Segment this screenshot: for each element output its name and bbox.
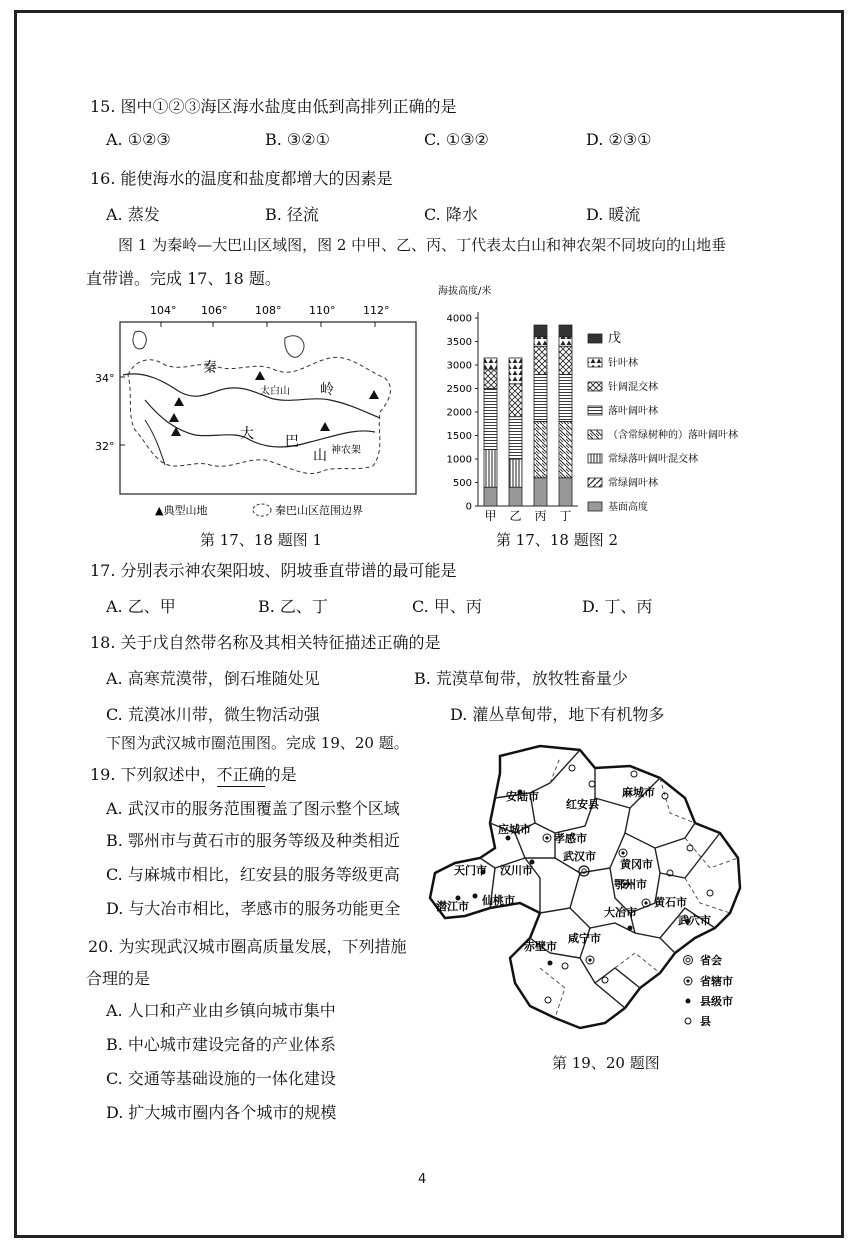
q16-stem: 16. 能使海水的温度和盐度都增大的因素是	[90, 169, 393, 188]
bar-segment	[534, 374, 547, 421]
q19-option-b[interactable]: B. 鄂州市与黄石市的服务等级及种类相近	[106, 831, 400, 850]
legend-boundary-symbol	[253, 504, 271, 516]
y-tick-label: 2500	[446, 384, 472, 395]
legend-boundary: 秦巴山区范围边界	[275, 504, 363, 517]
figure1-map	[95, 300, 430, 525]
bar-segment	[559, 374, 572, 421]
bar-segment	[559, 478, 572, 506]
legend-entry: 常绿落叶阔叶混交林	[608, 454, 698, 465]
bar-segment	[509, 417, 522, 459]
q16-option-b[interactable]: B. 径流	[265, 205, 319, 224]
shennongjia-marker	[320, 422, 330, 431]
city-xiaogan: 孝感市	[554, 832, 587, 845]
taibaishan-marker	[255, 371, 265, 380]
q18-option-a[interactable]: A. 高寒荒漠带，倒石堆随处见	[106, 669, 320, 688]
lon-label-108: 108°	[255, 304, 282, 317]
bar-segment	[534, 337, 547, 346]
city-tianmen: 天门市	[454, 864, 487, 877]
lon-label-110: 110°	[309, 304, 336, 317]
intro-19-20: 下图为武汉城市圈范围图。完成 19、20 题。	[106, 734, 409, 752]
city-hanchuan: 汉川市	[500, 864, 533, 877]
coast-river-1	[133, 331, 146, 349]
bar-segment	[484, 370, 497, 389]
q19-emphasis: 不正确	[216, 765, 265, 784]
figure2-caption: 第 17、18 题图 2	[496, 531, 619, 549]
city-wuhan: 武汉市	[563, 850, 596, 863]
q16-option-c[interactable]: C. 降水	[424, 205, 478, 224]
city-yingcheng: 应城市	[498, 823, 531, 836]
mountain-marker-east	[369, 390, 379, 399]
fig3-legend	[684, 953, 734, 1028]
legend-entry: 针阔混交林	[608, 382, 658, 393]
legend-entry: 落叶阔叶林	[608, 406, 658, 417]
bar-segment	[509, 487, 522, 506]
legend-entry: 针叶林	[608, 358, 638, 369]
label-shan: 山	[313, 448, 327, 464]
city-wuxue: 武穴市	[678, 914, 711, 927]
city-hongan: 红安县	[566, 798, 599, 811]
mountain-marker-2	[169, 413, 179, 422]
city-xianning: 咸宁市	[568, 932, 601, 945]
y-tick-label: 1000	[446, 454, 472, 466]
bar-segment	[484, 389, 497, 450]
figure3-caption: 第 19、20 题图	[552, 1054, 660, 1072]
legend-swatch	[588, 454, 602, 463]
lon-label-104: 104°	[150, 304, 177, 317]
intro-17-18-line1: 图 1 为秦岭—大巴山区域图，图 2 中甲、乙、丙、丁代表太白山和神农架不同坡向的山地垂	[118, 236, 727, 254]
city-huangshi: 黄石市	[654, 896, 687, 909]
legend-swatch	[588, 430, 602, 439]
y-tick-label: 0	[465, 501, 472, 513]
bar-segment	[559, 421, 572, 477]
bar-segment	[509, 358, 522, 384]
q18-option-d[interactable]: D. 灌丛草甸带，地下有机物多	[450, 705, 665, 724]
label-ba: 巴	[285, 434, 299, 450]
q15-option-b[interactable]: B. ③②①	[265, 130, 330, 149]
q17-option-a[interactable]: A. 乙、甲	[106, 597, 176, 616]
legend-entry: （含常绿树种的）落叶阔叶林	[608, 430, 738, 441]
legend-prefecture-city: 省辖市	[700, 975, 733, 988]
q18-option-b[interactable]: B. 荒漠草甸带，放牧牲畜量少	[414, 669, 628, 688]
q16-option-d[interactable]: D. 暖流	[586, 205, 641, 224]
figure1-caption: 第 17、18 题图 1	[200, 531, 323, 549]
y-tick-label: 3000	[446, 360, 472, 372]
chart-ylabel: 海拔高度/米	[438, 286, 492, 297]
x-category-label: 乙	[509, 509, 522, 523]
bar-segment	[534, 346, 547, 374]
legend-capital: 省会	[700, 954, 722, 967]
y-tick-label: 2000	[446, 407, 472, 419]
legend-county-city: 县级市	[700, 995, 733, 1008]
label-da: 大	[240, 426, 254, 442]
intro-17-18-line2: 直带谱。完成 17、18 题。	[86, 269, 281, 288]
page-number: 4	[418, 1172, 427, 1187]
legend-swatch	[588, 382, 602, 391]
y-tick-label: 4000	[446, 313, 472, 325]
q17-option-b[interactable]: B. 乙、丁	[258, 597, 328, 616]
city-circle-outline	[430, 746, 740, 1028]
hanjiang-river	[145, 400, 375, 447]
bar-segment	[484, 487, 497, 506]
q20-option-d[interactable]: D. 扩大城市圈内各个城市的规模	[106, 1103, 337, 1122]
city-xiantao: 仙桃市	[482, 894, 515, 907]
q17-stem: 17. 分别表示神农架阳坡、阴坡垂直带谱的最可能是	[90, 561, 457, 580]
label-shennongjia: 神农架	[331, 445, 361, 456]
q15-option-d[interactable]: D. ②③①	[586, 130, 652, 149]
city-ezhou: 鄂州市	[614, 878, 647, 891]
bar-segment	[509, 459, 522, 487]
city-daye: 大冶市	[604, 906, 637, 919]
legend-entry: 戊	[608, 331, 622, 346]
legend-county: 县	[700, 1015, 711, 1028]
legend-swatch	[588, 406, 602, 415]
map-frame	[120, 322, 416, 494]
legend-swatch	[588, 334, 602, 343]
q17-option-d[interactable]: D. 丁、丙	[582, 597, 653, 616]
lat-label-32: 32°	[95, 440, 115, 453]
q19-stem: 19. 下列叙述中，不正确的是	[90, 765, 297, 784]
legend-swatch	[588, 358, 602, 367]
bar-segment	[484, 358, 497, 370]
legend-entry: 基面高度	[608, 502, 648, 513]
legend-swatch	[588, 478, 602, 487]
bar-segment	[484, 450, 497, 488]
city-qianjiang: 潜江市	[436, 900, 469, 913]
legend-swatch	[588, 502, 602, 511]
river-shape-2	[285, 336, 304, 358]
x-category-label: 丁	[559, 509, 572, 523]
q20-stem-line2: 合理的是	[86, 969, 151, 988]
lon-label-112: 112°	[363, 304, 390, 317]
q20-option-c[interactable]: C. 交通等基础设施的一体化建设	[106, 1069, 336, 1088]
lat-label-34: 34°	[95, 372, 115, 385]
q19-option-d[interactable]: D. 与大冶市相比，孝感市的服务功能更全	[106, 899, 401, 918]
jialing-river	[145, 420, 165, 465]
weihe-river	[123, 374, 380, 418]
x-category-label: 甲	[484, 509, 497, 523]
q16-option-a[interactable]: A. 蒸发	[106, 205, 160, 224]
label-taibaishan: 太白山	[260, 386, 290, 397]
q18-option-c[interactable]: C. 荒漠冰川带，微生物活动强	[106, 705, 320, 724]
y-tick-label: 3500	[446, 337, 472, 348]
legend-entry: 常绿阔叶林	[608, 478, 658, 489]
y-tick-label: 1500	[446, 431, 472, 442]
y-tick-label: 500	[452, 478, 472, 489]
bar-segment	[534, 478, 547, 506]
legend-typical-mountain: ▲典型山地	[155, 504, 208, 517]
q19-option-c[interactable]: C. 与麻城市相比，红安县的服务等级更高	[106, 865, 400, 884]
city-chibi: 赤壁市	[524, 940, 557, 953]
bar-segment	[509, 384, 522, 417]
label-qin: 秦	[203, 360, 217, 376]
bar-segment	[559, 325, 572, 337]
q17-option-c[interactable]: C. 甲、丙	[412, 597, 482, 616]
figure2-chart	[428, 280, 758, 528]
q15-option-c[interactable]: C. ①③②	[424, 130, 489, 149]
label-ling: 岭	[320, 382, 334, 398]
figure3-map	[420, 738, 765, 1043]
city-macheng: 麻城市	[622, 786, 655, 799]
mountain-marker-3	[171, 427, 181, 436]
q15-stem: 15. 图中①②③海区海水盐度由低到高排列正确的是	[90, 97, 457, 116]
q15-option-a[interactable]: A. ①②③	[106, 130, 171, 149]
q20-stem-line1: 20. 为实现武汉城市圈高质量发展，下列措施	[88, 937, 407, 956]
bar-segment	[534, 325, 547, 337]
q20-option-a[interactable]: A. 人口和产业由乡镇向城市集中	[106, 1001, 336, 1020]
bar-segment	[559, 337, 572, 346]
city-anlu: 安陆市	[506, 790, 539, 803]
mountain-marker-1	[174, 397, 184, 406]
q19-option-a[interactable]: A. 武汉市的服务范围覆盖了图示整个区域	[106, 799, 400, 818]
city-huanggang: 黄冈市	[620, 858, 653, 871]
bar-segment	[534, 421, 547, 477]
q18-stem: 18. 关于戊自然带名称及其相关特征描述正确的是	[90, 633, 441, 652]
x-category-label: 丙	[534, 509, 547, 523]
lon-label-106: 106°	[201, 304, 228, 317]
q20-option-b[interactable]: B. 中心城市建设完备的产业体系	[106, 1035, 336, 1054]
bar-segment	[559, 346, 572, 374]
